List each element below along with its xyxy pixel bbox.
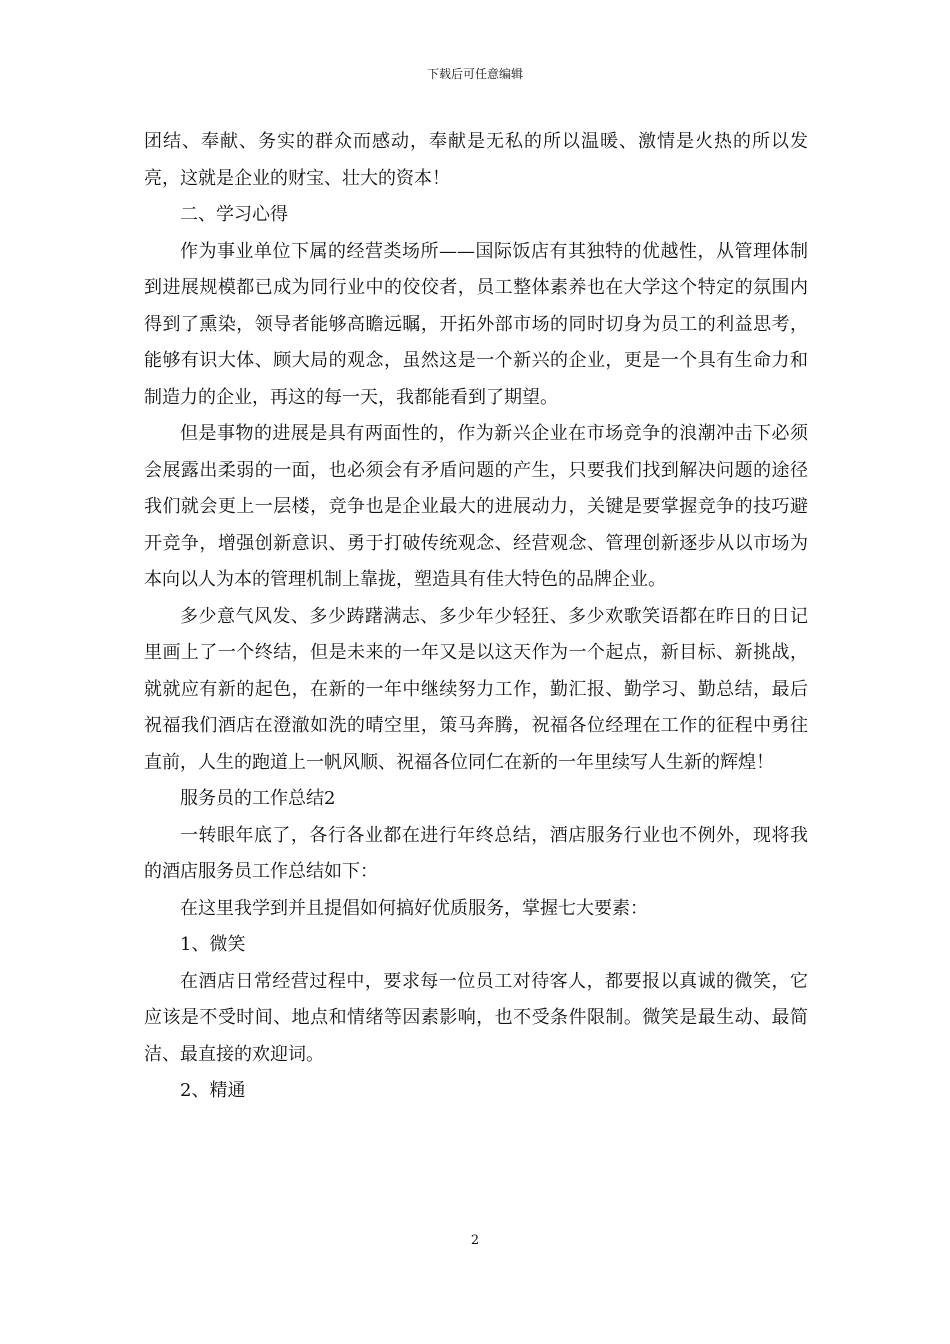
paragraph: 一转眼年底了，各行各业都在进行年终总结，酒店服务行业也不例外，现将我的酒店服务员工作总结如下： <box>144 824 808 882</box>
paragraph: 多少意气风发、多少踌躇满志、多少年少轻狂、多少欢歌笑语都在昨日的日记里画上了一个终结，但是未来的一年又是以这天作为一个起点，新目标、新挑战，就就应有新的起色，在新的一年中继续努力工作，勤汇报、勤学习、勤总结，最后祝福我们酒店在澄澈如洗的晴空里，策马奔腾，祝福各位经理在工作的征程中勇往直前，人生的跑道上一帆风顺、祝福各位同仁在新的一年里续写人生新的辉煌！ <box>144 605 808 773</box>
list-heading-mastery: 2、精通 <box>180 1080 246 1101</box>
paragraph: 在酒店日常经营过程中，要求每一位员工对待客人，都要报以真诚的微笑，它应该是不受时间、地点和情绪等因素影响，也不受条件限制。微笑是最生动、最简洁、最直接的欢迎词。 <box>144 970 808 1065</box>
paragraph: 作为事业单位下属的经营类场所——国际饭店有其独特的优越性，从管理体制到进展规模都已成为同行业中的佼佼者，员工整体素养也在大学这个特定的氛围内得到了熏染，领导者能够高瞻远瞩，开拓外部市场的同时切身为员工的利益思考，能够有识大体、顾大局的观念，虽然这是一个新兴的企业，更是一个具有生命力和制造力的企业，再这的每一天，我都能看到了期望。 <box>144 240 808 408</box>
paragraph: 但是事物的进展是具有两面性的，作为新兴企业在市场竞争的浪潮冲击下必须会展露出柔弱的一面，也必须会有矛盾问题的产生，只要我们找到解决问题的途径我们就会更上一层楼，竞争也是企业最大的进展动力，关键是要掌握竞争的技巧避开竞争，增强创新意识、勇于打破传统观念、经营观念、管理创新逐步从以市场为本向以人为本的管理机制上靠拢，塑造具有佳大特色的品牌企业。 <box>144 423 808 590</box>
section-title: 服务员的工作总结2 <box>180 788 336 809</box>
paragraph-continuation: 团结、奉献、务实的群众而感动，奉献是无私的所以温暖、激情是火热的所以发亮，这就是企业的财宝、壮大的资本！ <box>144 131 808 189</box>
paragraph: 在这里我学到并且提倡如何搞好优质服务，掌握七大要素： <box>180 897 648 919</box>
page-number: 2 <box>470 1233 480 1248</box>
document-body <box>144 124 808 1110</box>
list-heading-smile: 1、微笑 <box>180 934 246 955</box>
page-header: 下载后可任意编辑 <box>426 67 523 81</box>
section-heading-learning: 二、学习心得 <box>180 204 288 225</box>
